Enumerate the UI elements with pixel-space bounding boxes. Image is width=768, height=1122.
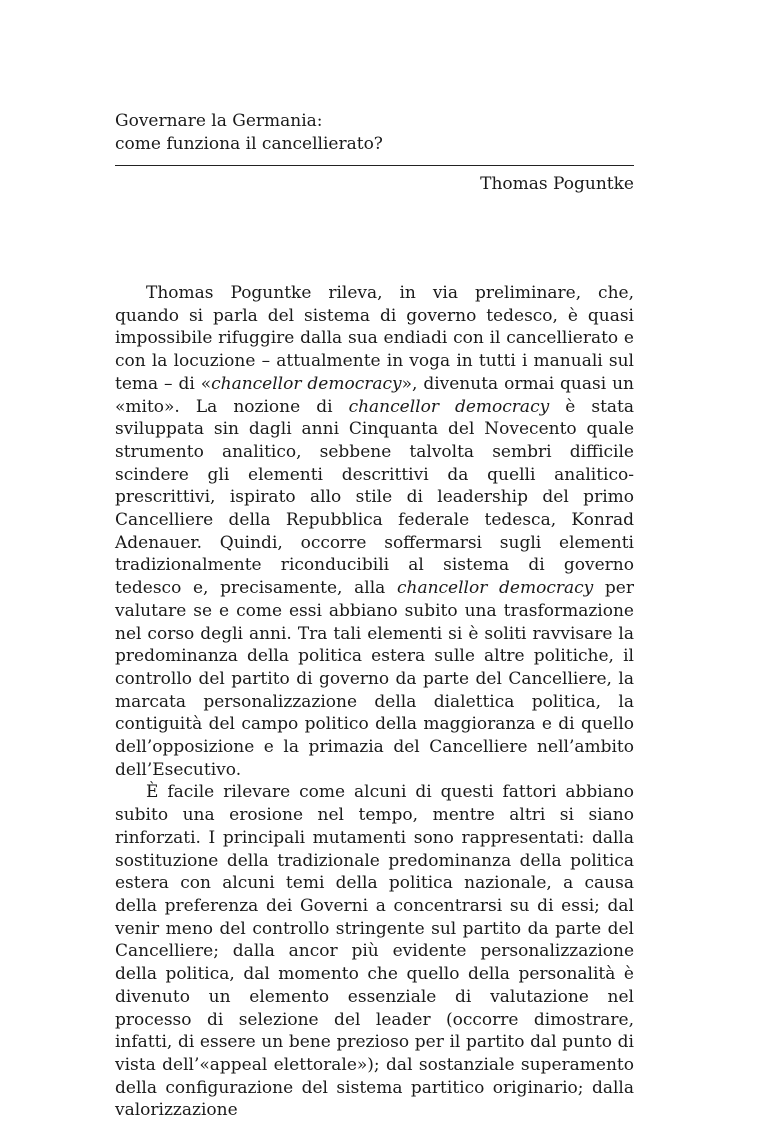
body-text — [115, 282, 634, 1122]
text-run: È facile rilevare come alcuni di questi fattori abbiano subito una erosione nel tempo, mentre altri si siano rinforzati. I principali mutamenti sono rappresentati: dalla sostituzione della tradizionale predominanza della politica estera con alcuni temi della politica nazionale, a causa della preferenza dei Governi a concentrarsi su di essi; dal venir meno del controllo stringente sul partito da parte del Cancelliere; dalla ancor più evidente personalizzazione della politica, dal momento che quello della personalità è divenuto un elemento essenziale di valutazione nel processo di selezione del leader (occorre dimostrare, infatti, di essere un bene prezioso per il partito dal punto di vista dell’«appeal elettorale»); dal sostanziale superamento della configurazione del sistema partitico originario; dalla valorizzazione — [115, 782, 634, 1121]
body-paragraph — [115, 781, 634, 1122]
title-line-2: come funziona il cancellierato? — [115, 134, 383, 154]
title-divider — [115, 165, 634, 166]
author-name: Thomas Poguntke — [480, 174, 634, 194]
text-run: Thomas Poguntke rileva, in via preliminare, che, quando si parla del sistema di governo tedesco, è quasi impossibile rifuggire dalla sua endiadi con il cancellierato e con la locuzione – attualmente in voga in tutti i manuali sul tema – di « — [115, 283, 634, 394]
italic-term: chancellor democracy — [396, 578, 594, 599]
text-run: », divenuta ormai quasi un «mito». La nozione di — [115, 373, 634, 417]
italic-term: chancellor democracy — [211, 373, 402, 394]
document-title — [115, 110, 634, 156]
body-paragraph — [115, 282, 634, 781]
text-run: è stata sviluppata sin dagli anni Cinquanta del Novecento quale strumento analitico, sebbene talvolta sembri difficile scindere gli elementi descrittivi da quelli analitico-prescrittivi, ispirato allo stile di leadership del primo Cancelliere della Repubblica federale tedesca, Konrad Adenauer. Quindi, occorre soffermarsi sugli elementi tradizionalmente riconducibili al sistema di governo tedesco e, precisamente, alla — [115, 396, 635, 599]
title-line-1: Governare la Germania: — [115, 111, 323, 131]
text-run: per valutare se e come essi abbiano subito una trasformazione nel corso degli anni. Tra tali elementi si è soliti ravvisare la predominanza della politica estera sulle altre politiche, il controllo del partito di governo da parte del Cancelliere, la marcata personalizzazione della dialettica politica, la contiguità del campo politico della maggioranza e di quello dell’opposizione e la primazia del Cancelliere nell’ambito dell’Esecutivo. — [115, 578, 634, 780]
italic-term: chancellor democracy — [348, 396, 550, 417]
document-page — [115, 110, 634, 1122]
